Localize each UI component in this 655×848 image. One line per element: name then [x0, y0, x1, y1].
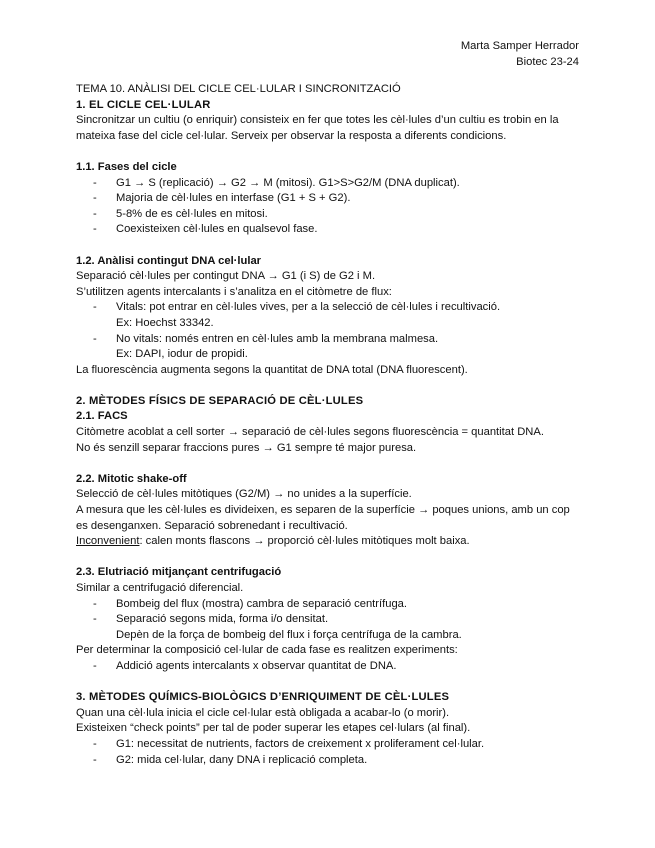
section-1-intro: Sincronitzar un cultiu (o enriquir) consisteix en fer que totes les cèl·lules d’un cultiu es trobin en la mateixa fase del cicle cel·lular. Serveix per observar la resposta a diferents condicions.: [76, 114, 559, 142]
experiments-list: [76, 659, 579, 675]
section-1-1-heading: 1.1. Fases del cicle: [76, 160, 177, 173]
paragraph: Selecció de cèl·lules mitòtiques (G2/M) → no unides a la superfície.: [76, 488, 412, 501]
elutriation-list: [76, 597, 579, 644]
paragraph: Similar a centrifugació diferencial.: [76, 582, 244, 594]
section-2-2-heading: 2.2. Mitotic shake-off: [76, 472, 187, 485]
paragraph: Quan una cèl·lula inicia el cicle cel·lular està obligada a acabar-lo (o morir).: [76, 706, 450, 719]
section-3-heading: 3. MÈTODES QUÍMICS-BIOLÒGICS D’ENRIQUIMENT DE CÈL·LULES: [76, 691, 450, 704]
section-1-heading: 1. EL CICLE CEL·LULAR: [76, 98, 211, 111]
inconvenient-text: : calen monts flascons → proporció cèl·lules mitòtiques molt baixa.: [139, 535, 470, 548]
section-2-3-heading: 2.3. Elutriació mitjançant centrifugació: [76, 566, 282, 579]
list-item-subtext: Depèn de la força de bombeig del flux i força centrífuga de la cambra.: [116, 628, 462, 641]
list-item: - 5-8% de es cèl·lules en mitosi.: [76, 207, 579, 223]
paragraph: Existeixen “check points” per tal de poder superar les etapes cel·lulars (al final).: [76, 722, 471, 735]
list-item: - Bombeig del flux (mostra) cambra de separació centrífuga.: [76, 597, 579, 613]
list-item: - G1: necessitat de nutrients, factors de creixement x proliferament cel·lular.: [76, 737, 579, 753]
page-header: [76, 38, 579, 70]
paragraph: No és senzill separar fraccions pures → G1 sempre té major puresa.: [76, 441, 417, 454]
section-2-heading: 2. MÈTODES FÍSICS DE SEPARACIÓ DE CÈL·LULES: [76, 394, 364, 407]
document-title: TEMA 10. ANÀLISI DEL CICLE CEL·LULAR I SINCRONITZACIÓ: [76, 83, 401, 95]
list-item: - Coexisteixen cèl·lules en qualsevol fase.: [76, 222, 579, 238]
list-item: - G1 → S (replicació) → G2 → M (mitosi). G1>S>G2/M (DNA duplicat).: [76, 176, 579, 192]
list-item-example: Ex: DAPI, iodur de propidi.: [116, 348, 248, 361]
paragraph: S’utilitzen agents intercalants i s’analitza en el citòmetre de flux:: [76, 285, 392, 298]
paragraph: [76, 534, 579, 550]
intercalants-list: [76, 300, 579, 362]
paragraph: La fluorescència augmenta segons la quantitat de DNA total (DNA fluorescent).: [76, 363, 468, 376]
checkpoints-list: [76, 737, 579, 768]
paragraph: Separació cèl·lules per contingut DNA → G1 (i S) de G2 i M.: [76, 270, 376, 283]
list-item: [76, 612, 579, 643]
paragraph: Citòmetre acoblat a cell sorter → separació de cèl·lules segons fluorescència = quantitat DNA.: [76, 426, 544, 439]
list-item: [76, 332, 579, 363]
list-item: - Addició agents intercalants x observar quantitat de DNA.: [76, 659, 579, 675]
section-2-1-heading: 2.1. FACS: [76, 410, 128, 423]
list-item: [76, 300, 579, 331]
list-item-example: Ex: Hoechst 33342.: [116, 316, 214, 329]
list-item: - G2: mida cel·lular, dany DNA i replicació completa.: [76, 753, 579, 769]
list-item-text: - No vitals: només entren en cèl·lules amb la membrana malmesa.: [116, 332, 439, 345]
inconvenient-label: Inconvenient: [76, 535, 140, 548]
list-item-text: - Vitals: pot entrar en cèl·lules vives, per a la selecció de cèl·lules i recultivació.: [116, 301, 501, 314]
list-item-text: - Separació segons mida, forma i/o densitat.: [116, 613, 329, 626]
author-name: Marta Samper Herrador: [460, 40, 579, 52]
paragraph: A mesura que les cèl·lules es divideixen, es separen de la superfície → poques unions, amb un cop es desenganxen. Separació sobrenedant i recultivació.: [76, 504, 570, 532]
course-label: Biotec 23-24: [516, 56, 579, 68]
list-item: - Majoria de cèl·lules en interfase (G1 + S + G2).: [76, 191, 579, 207]
cycle-phases-list: [76, 176, 579, 238]
paragraph: Per determinar la composició cel·lular de cada fase es realitzen experiments:: [76, 644, 458, 657]
section-1-2-heading: 1.2. Anàlisi contingut DNA cel·lular: [76, 254, 262, 267]
